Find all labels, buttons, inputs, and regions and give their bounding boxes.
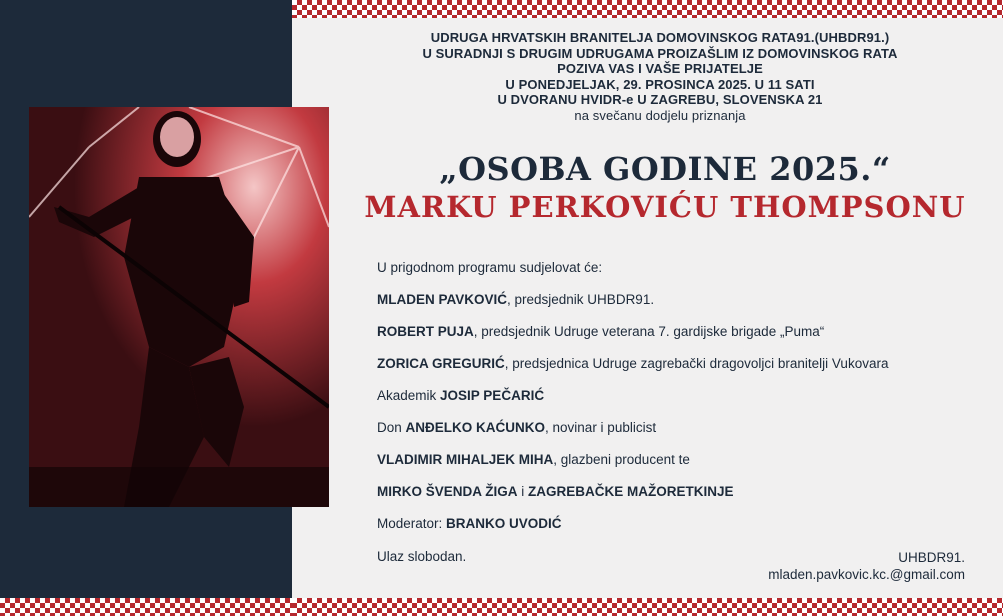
- header-line-5: U DVORANU HVIDR-e U ZAGREBU, SLOVENSKA 21: [497, 92, 823, 107]
- participant-joiner: i: [517, 484, 529, 499]
- participant-role: , predsjednik UHBDR91.: [507, 292, 655, 307]
- invitation-header: [360, 30, 960, 123]
- participant-name: VLADIMIR MIHALJEK MIHA: [377, 452, 554, 467]
- participant-prefix: Akademik: [377, 388, 441, 403]
- participant-name: ZORICA GREGURIĆ: [377, 356, 505, 371]
- program-item-6: [377, 452, 690, 467]
- participant-name-2: ZAGREBAČKE MAŽORETKINJE: [528, 484, 734, 499]
- organization-name: UHBDR91.: [898, 550, 965, 565]
- program-item-5: [377, 420, 656, 435]
- program-intro: U prigodnom programu sudjelovat će:: [377, 260, 603, 275]
- participant-name: ANĐELKO KAĆUNKO: [405, 420, 546, 435]
- header-line-6: na svečanu dodjelu priznanja: [574, 107, 746, 123]
- participant-prefix: Moderator:: [377, 516, 447, 531]
- program-item-2: [377, 324, 824, 339]
- header-line-3: POZIVA VAS I VAŠE PRIJATELJE: [557, 61, 763, 76]
- header-line-1: UDRUGA HRVATSKIH BRANITELJA DOMOVINSKOG RATA91.(UHBDR91.): [430, 30, 890, 45]
- participant-role: , predsjednik Udruge veterana 7. gardijske brigade „Puma“: [473, 324, 825, 339]
- checker-border-left: [0, 598, 292, 616]
- participant-name: ROBERT PUJA: [377, 324, 474, 339]
- participant-role: , predsjednica Udruge zagrebački dragovoljci branitelji Vukovara: [504, 356, 889, 371]
- program-item-8: [377, 516, 562, 531]
- participant-role: , glazbeni producent te: [553, 452, 690, 467]
- participant-name: MLADEN PAVKOVIĆ: [377, 292, 508, 307]
- checker-border-top: [292, 0, 1003, 18]
- participant-name: JOSIP PEČARIĆ: [440, 388, 545, 403]
- recipient-title: MARKU PERKOVIĆU THOMPSONU: [364, 190, 966, 224]
- entry-note: Ulaz slobodan.: [377, 549, 467, 564]
- signature-block: [768, 549, 965, 583]
- performer-photo: [29, 107, 329, 507]
- award-title: „OSOBA GODINE 2025.“: [439, 150, 891, 188]
- program-item-7: [377, 484, 734, 499]
- header-line-4: U PONEDJELJAK, 29. PROSINCA 2025. U 11 SATI: [505, 76, 815, 92]
- program-item-4: [377, 388, 544, 403]
- participant-name: BRANKO UVODIĆ: [446, 516, 562, 531]
- header-line-2: U SURADNJI S DRUGIM UDRUGAMA PROIZAŠLIM IZ DOMOVINSKOG RATA: [422, 45, 898, 61]
- participant-name: MIRKO ŠVENDA ŽIGA: [377, 484, 518, 499]
- contact-email[interactable]: mladen.pavkovic.kc.@gmail.com: [768, 567, 965, 582]
- checker-border-bottom: [292, 598, 1003, 616]
- program-item-3: [377, 356, 888, 371]
- participant-role: , novinar i publicist: [545, 420, 657, 435]
- participant-prefix: Don: [377, 420, 406, 435]
- program-item-1: [377, 292, 654, 307]
